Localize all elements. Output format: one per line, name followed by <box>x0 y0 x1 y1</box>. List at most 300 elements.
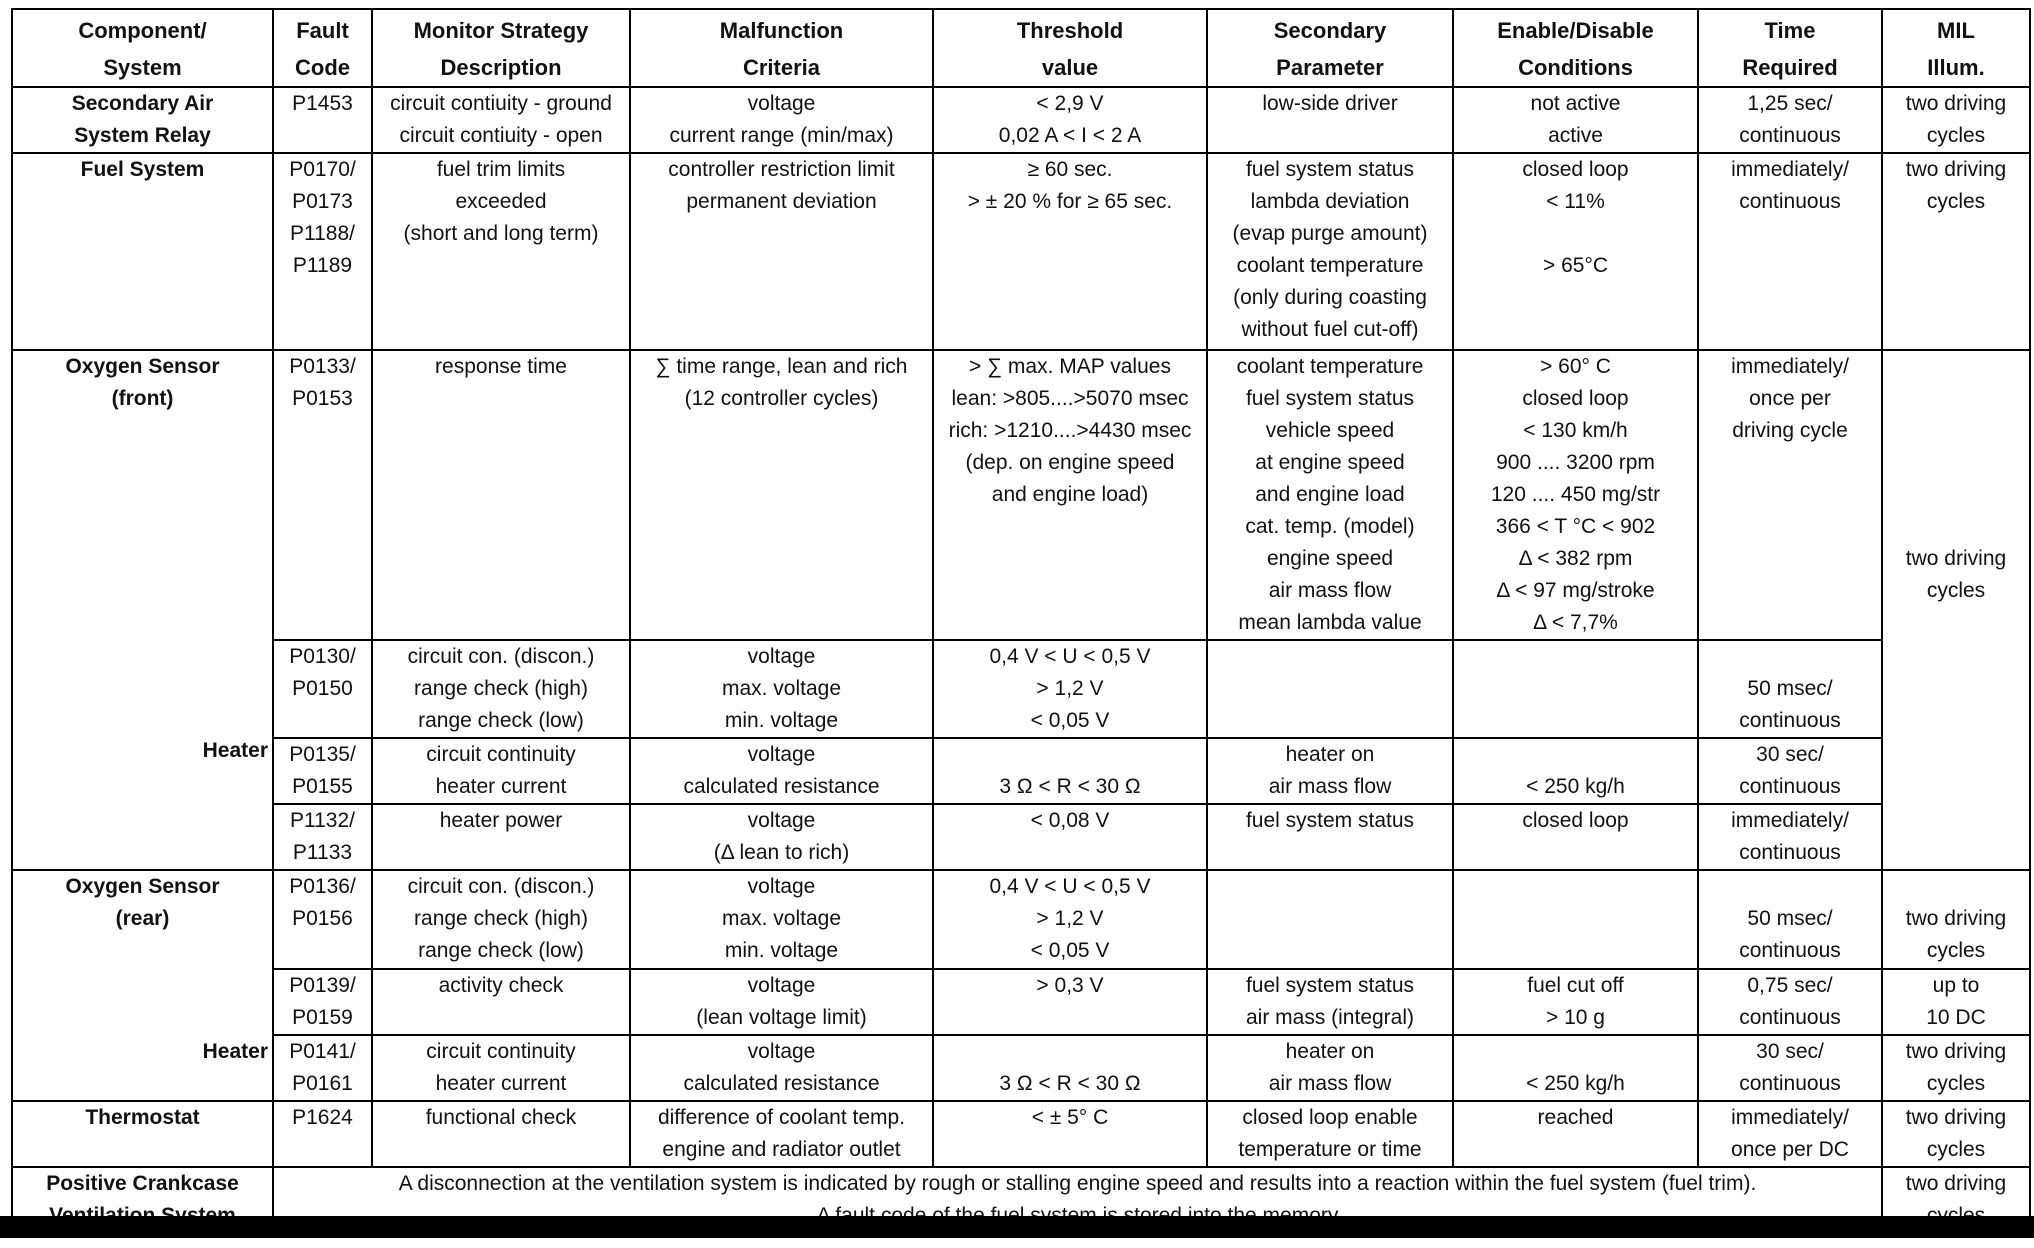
header-component <box>12 9 273 87</box>
cell-text-line: 900 .... 3200 rpm <box>1496 451 1655 474</box>
header-row <box>12 9 2030 87</box>
cell-text-line: air mass flow <box>1268 775 1392 798</box>
cell-text-line: cycles <box>1926 124 1986 147</box>
cell-text-line: < ± 5° C <box>1031 1106 1109 1129</box>
enable-conditions-cell <box>1453 153 1698 350</box>
cell-text-line: continuous <box>1739 775 1841 798</box>
cell-text-line: P0153 <box>292 387 353 410</box>
fault-code-cell <box>273 738 372 804</box>
threshold-cell <box>933 738 1207 804</box>
time-required-cell <box>1698 969 1882 1035</box>
cell-text-line: two driving <box>1905 158 2007 181</box>
cell-text-line: (short and long term) <box>403 222 599 245</box>
heater-label: Heater <box>202 739 268 762</box>
fault-code-cell <box>273 153 372 350</box>
enable-conditions-cell <box>1453 640 1698 738</box>
cell-text-line <box>1703 871 1877 903</box>
criteria-cell <box>630 1101 933 1167</box>
component-cell <box>12 87 273 153</box>
cell-text-line: < 250 kg/h <box>1526 775 1625 798</box>
threshold-cell <box>933 87 1207 153</box>
cell-text-line: air mass (integral) <box>1245 1006 1415 1029</box>
cell-text-line: Oxygen Sensor <box>65 355 220 378</box>
fault-code-cell <box>273 870 372 969</box>
threshold-cell <box>933 1101 1207 1167</box>
cell-text-line: Component/ <box>78 18 207 43</box>
enable-conditions-cell <box>1453 969 1698 1035</box>
criteria-cell <box>630 87 933 153</box>
header-fault-code <box>273 9 372 87</box>
cell-text-line: > 1,2 V <box>1036 677 1104 700</box>
enable-conditions-cell <box>1453 87 1698 153</box>
cell-text-line <box>1703 641 1877 673</box>
mil-cell <box>1882 1101 2030 1167</box>
cell-text-line: P0159 <box>292 1006 353 1029</box>
cell-text-line <box>938 739 1202 771</box>
table-row-fuel-system <box>12 153 2030 350</box>
cell-text-line: engine and radiator outlet <box>662 1138 901 1161</box>
cell-text-line: up to <box>1932 974 1980 997</box>
enable-conditions-cell <box>1453 1035 1698 1101</box>
cell-text-line: > 0,3 V <box>1036 974 1104 997</box>
cell-text-line: voltage <box>747 1040 816 1063</box>
cell-text-line: two driving <box>1905 547 2007 570</box>
cell-text-line: Required <box>1742 55 1838 80</box>
cell-text-line: Code <box>295 55 350 80</box>
cell-text-line: voltage <box>747 92 816 115</box>
time-required-cell <box>1698 640 1882 738</box>
cell-text-line: P0156 <box>292 907 353 930</box>
secondary-parameter-cell <box>1207 153 1453 350</box>
description-cell <box>372 870 630 969</box>
cell-text-line: P1189 <box>292 254 353 277</box>
table-row-oxygen-front-response <box>12 350 2030 640</box>
cell-text-line: 1,25 sec/ <box>1747 92 1833 115</box>
cell-text-line: Oxygen Sensor <box>65 875 220 898</box>
time-required-cell <box>1698 350 1882 640</box>
header-secondary-parameter <box>1207 9 1453 87</box>
cell-text-line: 0,4 V < U < 0,5 V <box>989 875 1151 898</box>
threshold-cell <box>933 870 1207 969</box>
time-required-cell <box>1698 153 1882 350</box>
cell-text-line <box>1458 1036 1693 1068</box>
time-required-cell <box>1698 738 1882 804</box>
cell-text-line: at engine speed <box>1255 451 1405 474</box>
time-required-cell <box>1698 87 1882 153</box>
cell-text-line: fuel system status <box>1245 809 1415 832</box>
description-cell <box>372 738 630 804</box>
cell-text-line: immediately/ <box>1731 1106 1849 1129</box>
cell-text-line: response time <box>435 355 567 378</box>
fault-code-cell <box>273 804 372 870</box>
table-row-oxygen-front-heater <box>12 738 2030 804</box>
cell-text-line: 50 msec/ <box>1747 907 1833 930</box>
cell-text-line <box>1887 415 2025 447</box>
cell-text-line: and engine load) <box>991 483 1149 506</box>
cell-text-line: (only during coasting <box>1233 286 1427 309</box>
cell-text-line: 0,02 A < I < 2 A <box>998 124 1142 147</box>
cell-text-line: difference of coolant temp. <box>657 1106 906 1129</box>
cell-text-line: value <box>1041 55 1099 80</box>
cell-text-line: two driving <box>1905 1040 2007 1063</box>
criteria-cell <box>630 153 933 350</box>
description-cell <box>372 804 630 870</box>
mil-cell <box>1882 870 2030 969</box>
table-row-oxygen-rear-circuit <box>12 870 2030 969</box>
cell-text-line: cycles <box>1926 1072 1986 1095</box>
cell-text-line: Fault <box>296 18 349 43</box>
cell-text-line: Malfunction <box>719 18 844 43</box>
cell-text-line: System Relay <box>74 124 211 147</box>
cell-text-line: cat. temp. (model) <box>1245 515 1415 538</box>
component-cell <box>12 153 273 350</box>
cell-text-line: without fuel cut-off) <box>1241 318 1419 341</box>
cell-text-line: Fuel System <box>80 158 205 181</box>
cell-text-line: fuel trim limits <box>436 158 566 181</box>
description-cell <box>372 640 630 738</box>
cell-text-line: 30 sec/ <box>1756 743 1824 766</box>
header-time-required <box>1698 9 1882 87</box>
cell-text-line <box>1887 479 2025 511</box>
cell-text-line: fuel cut off <box>1527 974 1624 997</box>
table-row-thermostat <box>12 1101 2030 1167</box>
cell-text-line: < 11% <box>1546 190 1605 213</box>
cell-text-line: reached <box>1537 1106 1614 1129</box>
cell-text-line: heater on <box>1285 1040 1375 1063</box>
cell-text-line: cycles <box>1926 1138 1986 1161</box>
cell-text-line: circuit contiuity - open <box>399 124 603 147</box>
cell-text-line: range check (high) <box>414 677 588 700</box>
cell-text-line: fuel system status <box>1245 974 1415 997</box>
cell-text-line: air mass flow <box>1268 579 1392 602</box>
table-row-oxygen-rear-heater <box>12 1035 2030 1101</box>
cell-text-line: > ∑ max. MAP values <box>969 355 1171 378</box>
cell-text-line <box>1887 871 2025 903</box>
cell-text-line: (dep. on engine speed <box>965 451 1175 474</box>
time-required-cell <box>1698 870 1882 969</box>
cell-text-line: 3 Ω < R < 30 Ω <box>999 775 1141 798</box>
header-malfunction-criteria <box>630 9 933 87</box>
secondary-parameter-cell <box>1207 87 1453 153</box>
threshold-cell <box>933 969 1207 1035</box>
header-threshold <box>933 9 1207 87</box>
component-label <box>17 871 268 1036</box>
cell-text-line: < 0,05 V <box>1030 709 1110 732</box>
cell-text-line: active <box>1548 124 1603 147</box>
heater-label: Heater <box>202 1040 268 1063</box>
cell-text-line: heater current <box>435 775 567 798</box>
criteria-cell <box>630 870 933 969</box>
threshold-cell <box>933 804 1207 870</box>
cell-text-line: < 0,05 V <box>1030 939 1110 962</box>
cell-text-line: circuit contiuity - ground <box>390 92 612 115</box>
cell-text-line: closed loop <box>1522 387 1629 410</box>
cell-text-line: not active <box>1530 92 1621 115</box>
obd-monitor-table <box>11 8 2031 1236</box>
secondary-parameter-cell <box>1207 1101 1453 1167</box>
table-row-secondary-air <box>12 87 2030 153</box>
cell-text-line: Secondary Air <box>71 92 214 115</box>
cell-text-line: voltage <box>747 875 816 898</box>
cell-text-line: Δ < 97 mg/stroke <box>1496 579 1655 602</box>
cell-text-line: once per <box>1749 387 1831 410</box>
threshold-cell <box>933 1035 1207 1101</box>
cell-text-line: cycles <box>1926 939 1986 962</box>
mil-cell <box>1882 153 2030 350</box>
cell-text-line: 10 DC <box>1926 1006 1986 1029</box>
fault-code-cell <box>273 1035 372 1101</box>
fault-code-cell <box>273 350 372 640</box>
component-cell <box>12 350 273 870</box>
description-cell <box>372 153 630 350</box>
time-required-cell <box>1698 1101 1882 1167</box>
cell-text-line: P0141/ <box>289 1040 356 1063</box>
cell-text-line: P0150 <box>292 677 353 700</box>
description-cell <box>372 1101 630 1167</box>
cell-text-line: System <box>103 55 182 80</box>
cell-text-line <box>1887 447 2025 479</box>
cell-text-line: engine speed <box>1266 547 1394 570</box>
cell-text-line: two driving <box>1905 92 2007 115</box>
cell-text-line: mean lambda value <box>1238 611 1422 634</box>
cell-text-line: P0139/ <box>289 974 356 997</box>
mil-cell <box>1882 1035 2030 1101</box>
cell-text-line: Parameter <box>1276 55 1384 80</box>
cell-text-line: (rear) <box>115 907 170 930</box>
cell-text-line: lambda deviation <box>1250 190 1410 213</box>
secondary-parameter-cell <box>1207 804 1453 870</box>
cell-text-line: calculated resistance <box>683 775 880 798</box>
cell-text-line: coolant temperature <box>1236 355 1424 378</box>
secondary-parameter-cell <box>1207 969 1453 1035</box>
cell-text-line: vehicle speed <box>1265 419 1395 442</box>
cell-text-line: (lean voltage limit) <box>696 1006 867 1029</box>
cell-text-line: (Δ lean to rich) <box>713 841 850 864</box>
criteria-cell <box>630 640 933 738</box>
secondary-parameter-cell <box>1207 1035 1453 1101</box>
cell-text-line: continuous <box>1739 1072 1841 1095</box>
enable-conditions-cell <box>1453 1101 1698 1167</box>
criteria-cell <box>630 738 933 804</box>
cell-text-line: immediately/ <box>1731 355 1849 378</box>
cell-text-line: circuit continuity <box>426 1040 576 1063</box>
cell-text-line: P0130/ <box>289 645 356 668</box>
threshold-cell <box>933 350 1207 640</box>
time-required-cell <box>1698 804 1882 870</box>
cell-text-line: coolant temperature <box>1236 254 1424 277</box>
cell-text-line: fuel system status <box>1245 387 1415 410</box>
cell-text-line: (evap purge amount) <box>1232 222 1428 245</box>
cell-text-line: voltage <box>747 974 816 997</box>
mil-cell <box>1882 969 2030 1035</box>
time-required-cell <box>1698 1035 1882 1101</box>
cell-text-line: air mass flow <box>1268 1072 1392 1095</box>
cell-text-line: P1132/ <box>290 809 355 832</box>
cell-text-line: exceeded <box>455 190 547 213</box>
criteria-cell <box>630 1035 933 1101</box>
criteria-cell <box>630 969 933 1035</box>
cell-text-line: temperature or time <box>1238 1138 1422 1161</box>
description-cell <box>372 969 630 1035</box>
cell-text-line: continuous <box>1739 190 1841 213</box>
cell-text-line: Criteria <box>742 55 821 80</box>
cell-text-line: immediately/ <box>1731 158 1849 181</box>
cell-text-line: two driving <box>1905 1106 2007 1129</box>
cell-text-line: < 0,08 V <box>1030 809 1110 832</box>
header-enable-conditions <box>1453 9 1698 87</box>
cell-text-line: P1133 <box>292 841 353 864</box>
cell-text-line: P0155 <box>292 775 353 798</box>
cell-text-line: permanent deviation <box>686 190 877 213</box>
fault-code-cell <box>273 87 372 153</box>
cell-text-line: immediately/ <box>1731 809 1849 832</box>
description-cell <box>372 350 630 640</box>
criteria-cell <box>630 804 933 870</box>
table-row-oxygen-rear-activity <box>12 969 2030 1035</box>
page-bottom-bar <box>0 1216 2034 1238</box>
fault-code-cell <box>273 969 372 1035</box>
cell-text-line: continuous <box>1739 709 1841 732</box>
cell-text-line: range check (high) <box>414 907 588 930</box>
cell-text-line: controller restriction limit <box>668 158 895 181</box>
cell-text-line: two driving <box>1905 907 2007 930</box>
fault-code-cell <box>273 640 372 738</box>
cell-text-line: (12 controller cycles) <box>684 387 879 410</box>
threshold-cell <box>933 153 1207 350</box>
cell-text-line: fuel system status <box>1245 158 1415 181</box>
cell-text-line: Threshold <box>1016 18 1124 43</box>
cell-text-line: P0161 <box>292 1072 353 1095</box>
threshold-cell <box>933 640 1207 738</box>
cell-text-line <box>1458 218 1693 250</box>
cell-text-line: and engine load <box>1255 483 1405 506</box>
secondary-parameter-cell <box>1207 350 1453 640</box>
cell-text-line: ∑ time range, lean and rich <box>655 355 908 378</box>
cell-text-line <box>1887 351 2025 383</box>
criteria-cell <box>630 350 933 640</box>
cell-text-line: 366 < T °C < 902 <box>1495 515 1656 538</box>
cell-text-line: range check (low) <box>418 939 584 962</box>
cell-text-line: closed loop <box>1522 809 1629 832</box>
cell-text-line <box>1887 383 2025 415</box>
cell-text-line: once per DC <box>1731 1138 1849 1161</box>
cell-text-line: ≥ 60 sec. <box>1027 158 1113 181</box>
cell-text-line: current range (min/max) <box>669 124 894 147</box>
mil-cell <box>1882 350 2030 870</box>
table-row-oxygen-front-heater-power <box>12 804 2030 870</box>
cell-text-line: circuit con. (discon.) <box>407 645 595 668</box>
cell-text-line: continuous <box>1739 939 1841 962</box>
cell-text-line: Description <box>440 55 562 80</box>
cell-text-line: 30 sec/ <box>1756 1040 1824 1063</box>
cell-text-line: voltage <box>747 809 816 832</box>
cell-text-line: < 130 km/h <box>1523 419 1628 442</box>
enable-conditions-cell <box>1453 870 1698 969</box>
cell-text-line: Illum. <box>1927 55 1985 80</box>
cell-text-line: max. voltage <box>721 677 842 700</box>
secondary-parameter-cell <box>1207 640 1453 738</box>
cell-text-line: 0,75 sec/ <box>1747 974 1833 997</box>
cell-text-line: Thermostat <box>85 1106 200 1129</box>
cell-text-line: functional check <box>425 1106 577 1129</box>
header-monitor-strategy <box>372 9 630 87</box>
cell-text-line: heater current <box>435 1072 567 1095</box>
description-cell <box>372 1035 630 1101</box>
cell-text-line: continuous <box>1739 841 1841 864</box>
table-row-oxygen-front-circuit <box>12 640 2030 738</box>
cell-text-line: A disconnection at the ventilation system is indicated by rough or stalling engine speed and results into a reaction within the fuel system (fuel trim). <box>398 1172 1757 1195</box>
cell-text-line: 50 msec/ <box>1747 677 1833 700</box>
cell-text-line: voltage <box>747 645 816 668</box>
cell-text-line: circuit con. (discon.) <box>407 875 595 898</box>
cell-text-line: heater power <box>439 809 563 832</box>
cell-text-line: 0,4 V < U < 0,5 V <box>989 645 1151 668</box>
cell-text-line: < 250 kg/h <box>1526 1072 1625 1095</box>
cell-text-line: continuous <box>1739 1006 1841 1029</box>
cell-text-line: 120 .... 450 mg/str <box>1490 483 1661 506</box>
cell-text-line: Conditions <box>1518 55 1633 80</box>
cell-text-line: Secondary <box>1273 18 1387 43</box>
cell-text-line: P1453 <box>292 92 353 115</box>
cell-text-line: Δ < 7,7% <box>1533 611 1618 634</box>
cell-text-line: closed loop enable <box>1242 1106 1418 1129</box>
cell-text-line: P0136/ <box>289 875 356 898</box>
cell-text-line: min. voltage <box>724 709 839 732</box>
header-mil <box>1882 9 2030 87</box>
mil-cell <box>1882 87 2030 153</box>
cell-text-line: min. voltage <box>724 939 839 962</box>
cell-text-line: circuit continuity <box>426 743 576 766</box>
cell-text-line: activity check <box>438 974 564 997</box>
cell-text-line: lean: >805....>5070 msec <box>951 387 1189 410</box>
cell-text-line <box>1887 511 2025 543</box>
cell-text-line: two driving <box>1905 1172 2007 1195</box>
description-cell <box>372 87 630 153</box>
cell-text-line: Time <box>1764 18 1816 43</box>
cell-text-line: P1188/ <box>290 222 355 245</box>
cell-text-line: cycles <box>1926 190 1986 213</box>
cell-text-line: closed loop <box>1522 158 1629 181</box>
cell-text-line: < 2,9 V <box>1036 92 1104 115</box>
fault-code-cell <box>273 1101 372 1167</box>
cell-text-line: driving cycle <box>1732 419 1848 442</box>
secondary-parameter-cell <box>1207 870 1453 969</box>
cell-text-line: > 10 g <box>1546 1006 1605 1029</box>
component-label <box>17 351 268 735</box>
component-cell <box>12 1101 273 1167</box>
cell-text-line: max. voltage <box>721 907 842 930</box>
cell-text-line: range check (low) <box>418 709 584 732</box>
cell-text-line: P0170/ <box>289 158 356 181</box>
cell-text-line: calculated resistance <box>683 1072 880 1095</box>
cell-text-line: heater on <box>1285 743 1375 766</box>
enable-conditions-cell <box>1453 738 1698 804</box>
cell-text-line: 3 Ω < R < 30 Ω <box>999 1072 1141 1095</box>
cell-text-line: P0135/ <box>289 743 356 766</box>
cell-text-line: cycles <box>1926 579 1986 602</box>
enable-conditions-cell <box>1453 350 1698 640</box>
cell-text-line: low-side driver <box>1262 92 1398 115</box>
cell-text-line: MIL <box>1937 18 1975 43</box>
cell-text-line <box>1458 739 1693 771</box>
cell-text-line: > 65°C <box>1542 254 1609 277</box>
cell-text-line: > 60° C <box>1540 355 1611 378</box>
cell-text-line: Positive Crankcase <box>46 1172 239 1195</box>
cell-text-line: Enable/Disable <box>1497 18 1654 43</box>
cell-text-line: Monitor Strategy <box>413 18 589 43</box>
enable-conditions-cell <box>1453 804 1698 870</box>
cell-text-line <box>938 1036 1202 1068</box>
